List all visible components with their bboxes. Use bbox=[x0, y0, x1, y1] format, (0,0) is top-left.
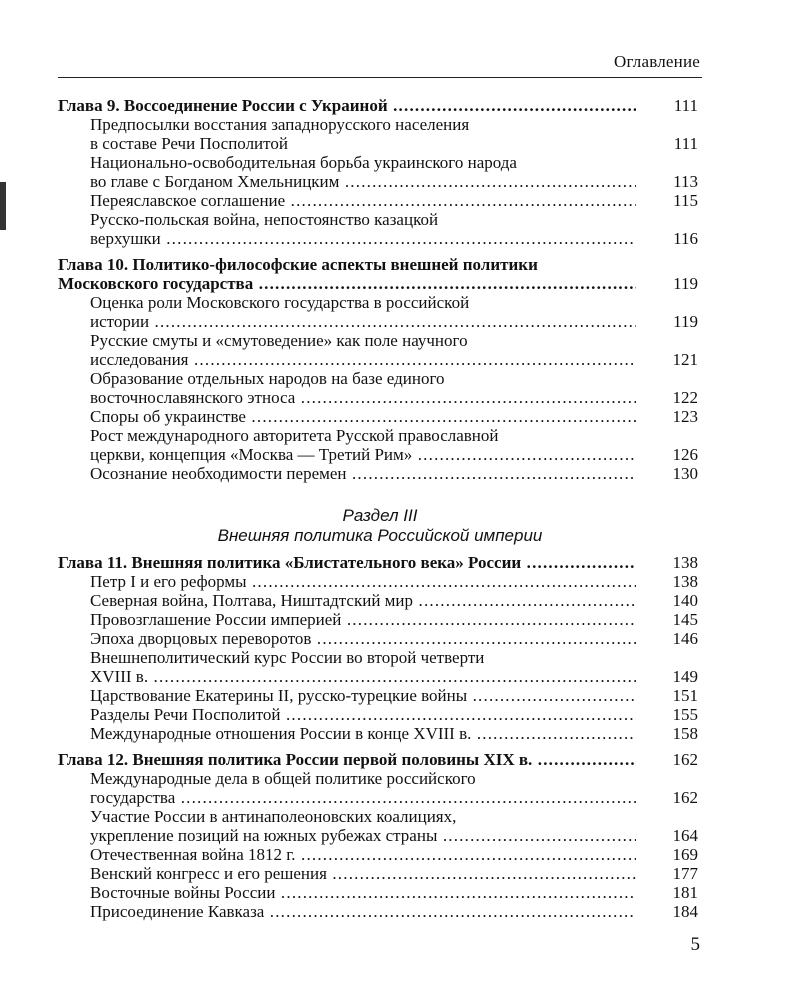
chapter-title: Глава 11. Внешняя политика «Блистательного века» России ..... bbox=[58, 553, 636, 572]
running-title: Оглавление bbox=[614, 52, 700, 71]
entry-text: истории ..... bbox=[90, 312, 636, 331]
entry-text: верхушки ..... bbox=[90, 229, 636, 248]
entry-text: укрепление позиций на южных рубежах страны ..... bbox=[90, 826, 636, 845]
toc-entry[interactable] bbox=[0, 864, 800, 883]
page-ref: 149 bbox=[672, 667, 698, 686]
entry-text: восточнославянского этноса ..... bbox=[90, 388, 636, 407]
page-ref: 162 bbox=[672, 788, 698, 807]
entry-text: Северная война, Полтава, Ништадтский мир ..... bbox=[90, 591, 636, 610]
header-rule bbox=[58, 77, 702, 78]
entry-text: XVIII в. ..... bbox=[90, 667, 636, 686]
page-ref: 145 bbox=[672, 610, 698, 629]
toc-entry-cont[interactable] bbox=[0, 172, 800, 191]
page-ref: 164 bbox=[672, 826, 698, 845]
toc-entry[interactable] bbox=[0, 407, 800, 426]
entry-text: государства ..... bbox=[90, 788, 636, 807]
toc-entry[interactable] bbox=[0, 807, 800, 826]
toc-entry[interactable] bbox=[0, 369, 800, 388]
toc-entry[interactable] bbox=[0, 610, 800, 629]
toc-entry[interactable] bbox=[0, 845, 800, 864]
toc-entry-cont[interactable] bbox=[0, 134, 800, 153]
toc-entry[interactable] bbox=[0, 724, 800, 743]
entry-text: Образование отдельных народов на базе единого bbox=[90, 369, 445, 388]
entry-text: Восточные войны России ..... bbox=[90, 883, 636, 902]
entry-text: Разделы Речи Посполитой ..... bbox=[90, 705, 636, 724]
entry-text: Осознание необходимости перемен ..... bbox=[90, 464, 636, 483]
page-ref: 158 bbox=[672, 724, 698, 743]
entry-text: во главе с Богданом Хмельницким ..... bbox=[90, 172, 636, 191]
toc-entry-cont[interactable] bbox=[0, 667, 800, 686]
chapter-title: Московского государства ..... bbox=[58, 274, 636, 293]
entry-text: Провозглашение России империей ..... bbox=[90, 610, 636, 629]
page-ref: 130 bbox=[672, 464, 698, 483]
entry-text: Внешнеполитический курс России во второй четверти bbox=[90, 648, 485, 667]
entry-text: церкви, концепция «Москва — Третий Рим» ..... bbox=[90, 445, 636, 464]
page-ref: 126 bbox=[672, 445, 698, 464]
toc-entry-cont[interactable] bbox=[0, 445, 800, 464]
page-ref: 184 bbox=[672, 902, 698, 921]
toc-entry[interactable] bbox=[0, 115, 800, 134]
toc-entry[interactable] bbox=[0, 591, 800, 610]
toc-chapter-10-cont[interactable] bbox=[0, 274, 800, 293]
page-ref: 121 bbox=[672, 350, 698, 369]
toc-entry[interactable] bbox=[0, 769, 800, 788]
entry-text: Международные отношения России в конце XVIII в. ..... bbox=[90, 724, 636, 743]
entry-text: Присоединение Кавказа ..... bbox=[90, 902, 636, 921]
chapter-title: Глава 10. Политико-философские аспекты внешней политики bbox=[58, 255, 538, 274]
entry-text: Предпосылки восстания западнорусского населения bbox=[90, 115, 470, 134]
section-title: Внешняя политика Российской империи bbox=[217, 526, 543, 545]
entry-text: Рост международного авторитета Русской православной bbox=[90, 426, 499, 445]
toc-entry[interactable] bbox=[0, 629, 800, 648]
entry-text: Русские смуты и «смутоведение» как поле научного bbox=[90, 331, 468, 350]
chapter-title: Глава 12. Внешняя политика России первой половины XIX в. ..... bbox=[58, 750, 636, 769]
page-ref: 122 bbox=[672, 388, 698, 407]
entry-text: Национально-освободительная борьба украинского народа bbox=[90, 153, 517, 172]
page-ref: 181 bbox=[672, 883, 698, 902]
toc-entry[interactable] bbox=[0, 191, 800, 210]
page-ref: 138 bbox=[672, 572, 698, 591]
toc-chapter-12[interactable] bbox=[0, 750, 800, 769]
toc-entry[interactable] bbox=[0, 293, 800, 312]
page-ref: 119 bbox=[673, 274, 698, 293]
toc-entry[interactable] bbox=[0, 464, 800, 483]
toc-entry[interactable] bbox=[0, 210, 800, 229]
toc-entry-cont[interactable] bbox=[0, 788, 800, 807]
toc-entry[interactable] bbox=[0, 705, 800, 724]
page-ref: 119 bbox=[673, 312, 698, 331]
toc-entry[interactable] bbox=[0, 572, 800, 591]
page-number: 5 bbox=[690, 934, 700, 955]
page-ref: 169 bbox=[672, 845, 698, 864]
toc-entry[interactable] bbox=[0, 902, 800, 921]
page-ref: 155 bbox=[672, 705, 698, 724]
entry-text: Участие России в антинаполеоновских коалициях, bbox=[90, 807, 457, 826]
toc-entry-cont[interactable] bbox=[0, 312, 800, 331]
page-ref: 123 bbox=[672, 407, 698, 426]
entry-text: Петр I и его реформы ..... bbox=[90, 572, 636, 591]
page-ref: 116 bbox=[673, 229, 698, 248]
toc-entry-cont[interactable] bbox=[0, 350, 800, 369]
toc-entry-cont[interactable] bbox=[0, 826, 800, 845]
entry-text: Переяславское соглашение ..... bbox=[90, 191, 636, 210]
toc-entry[interactable] bbox=[0, 686, 800, 705]
toc-chapter-10[interactable] bbox=[0, 255, 800, 274]
toc-entry[interactable] bbox=[0, 153, 800, 172]
page-ref: 138 bbox=[672, 553, 698, 572]
entry-text: Русско-польская война, непостоянство казацкой bbox=[90, 210, 439, 229]
entry-text: Царствование Екатерины II, русско-турецкие войны ..... bbox=[90, 686, 636, 705]
page-ref: 111 bbox=[673, 96, 698, 115]
entry-text: Эпоха дворцовых переворотов ..... bbox=[90, 629, 636, 648]
entry-text: в составе Речи Посполитой bbox=[90, 134, 288, 153]
toc-chapter-9[interactable] bbox=[0, 96, 800, 115]
page-ref: 162 bbox=[672, 750, 698, 769]
page-ref: 113 bbox=[673, 172, 698, 191]
toc-entry[interactable] bbox=[0, 648, 800, 667]
entry-text: Международные дела в общей политике российского bbox=[90, 769, 476, 788]
toc-entry-cont[interactable] bbox=[0, 229, 800, 248]
page-ref: 151 bbox=[672, 686, 698, 705]
page-ref: 177 bbox=[672, 864, 698, 883]
chapter-title: Глава 9. Воссоединение России с Украиной ..... bbox=[58, 96, 636, 115]
toc-chapter-11[interactable] bbox=[0, 553, 800, 572]
toc-entry[interactable] bbox=[0, 331, 800, 350]
page-ref: 111 bbox=[673, 134, 698, 153]
toc-entry[interactable] bbox=[0, 426, 800, 445]
toc-entry[interactable] bbox=[0, 883, 800, 902]
entry-text: исследования ..... bbox=[90, 350, 636, 369]
toc-entry-cont[interactable] bbox=[0, 388, 800, 407]
section-label: Раздел III bbox=[342, 506, 418, 525]
page-ref: 115 bbox=[673, 191, 698, 210]
entry-text: Венский конгресс и его решения ..... bbox=[90, 864, 636, 883]
page-ref: 140 bbox=[672, 591, 698, 610]
entry-text: Оценка роли Московского государства в российской bbox=[90, 293, 470, 312]
page-ref: 146 bbox=[672, 629, 698, 648]
entry-text: Отечественная война 1812 г. ..... bbox=[90, 845, 636, 864]
entry-text: Споры об украинстве ..... bbox=[90, 407, 636, 426]
